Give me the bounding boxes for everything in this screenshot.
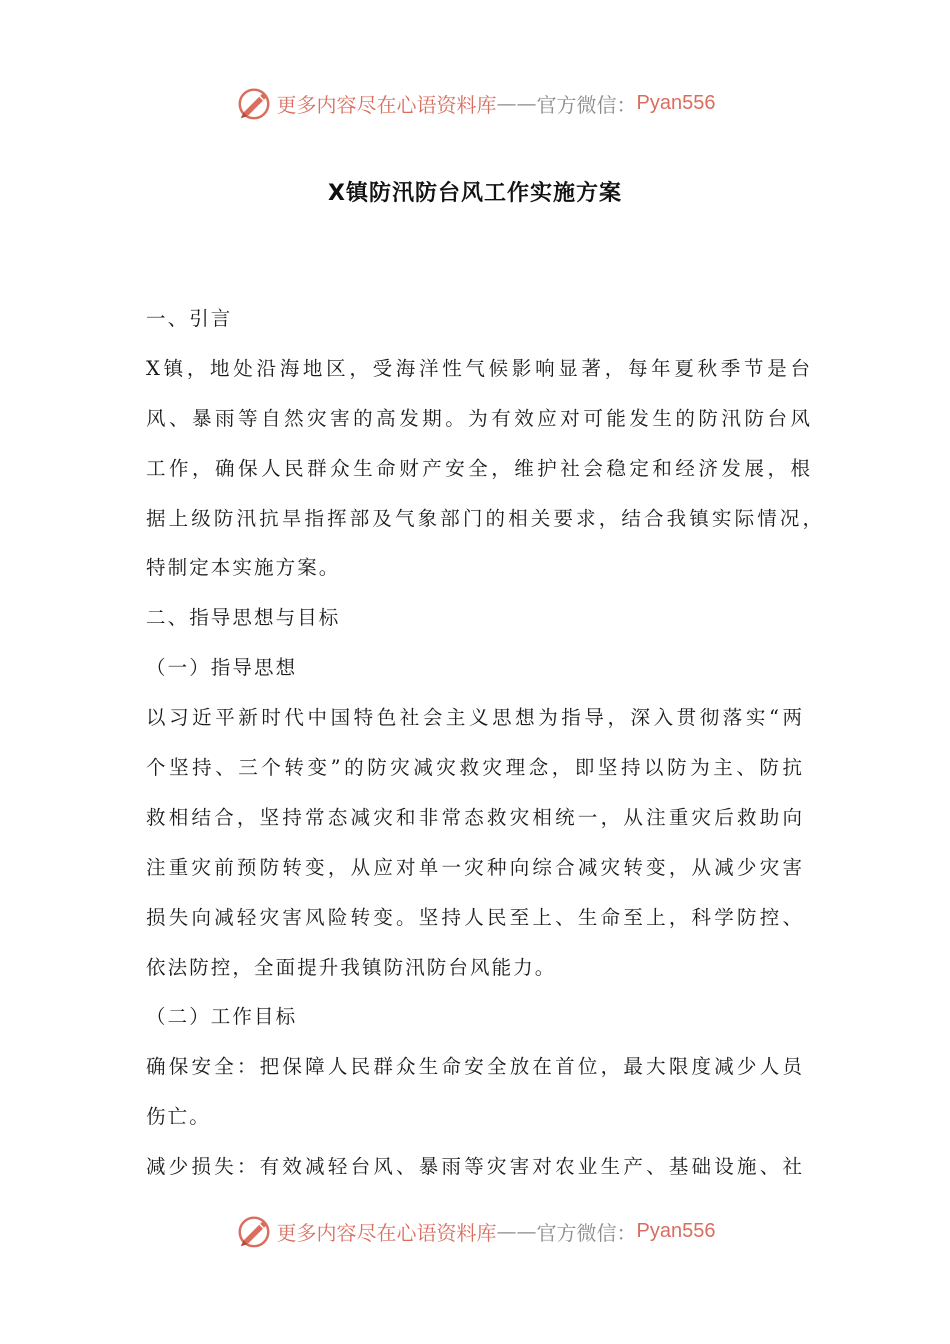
document-title: X镇防汛防台风工作实施方案 xyxy=(328,181,622,206)
banner-wechat-label: 官方微信： xyxy=(536,1220,637,1245)
document-body xyxy=(146,294,822,1192)
paragraph-line: 工作，确保人民群众生命财产安全，维护社会稳定和经济发展，根 xyxy=(146,456,810,480)
paragraph-line: 伤亡。 xyxy=(146,1105,211,1129)
footer-banner xyxy=(0,1209,950,1253)
section-heading: 二、指导思想与目标 xyxy=(146,606,341,630)
paragraph-line: 救相结合，坚持常态减灾和非常态救灾相统一，从注重灾后救助向 xyxy=(146,805,802,829)
paragraph-line: 以习近平新时代中国特色社会主义思想为指导，深入贯彻落实“两 xyxy=(146,706,802,730)
banner-separator: —— xyxy=(496,91,537,115)
paragraph-line: 依法防控，全面提升我镇防汛防台风能力。 xyxy=(146,955,557,979)
paragraph-line: X镇，地处沿海地区，受海洋性气候影响显著，每年夏秋季节是台 xyxy=(146,356,810,380)
paragraph-line: 风、暴雨等自然灾害的高发期。为有效应对可能发生的防汛防台风 xyxy=(146,406,810,430)
banner-wechat-id: Pyan556 xyxy=(636,91,716,114)
banner-text: 更多内容尽在心语资料库 xyxy=(276,92,497,117)
banner-separator: —— xyxy=(496,1219,537,1243)
banner-wechat-label: 官方微信： xyxy=(536,92,637,117)
paragraph-line: 减少损失：有效减轻台风、暴雨等灾害对农业生产、基础设施、社 xyxy=(146,1155,802,1179)
header-banner xyxy=(0,81,950,125)
paragraph-line: 特制定本实施方案。 xyxy=(146,556,341,580)
paragraph-line: 个坚持、三个转变”的防灾减灾救灾理念，即坚持以防为主、防抗 xyxy=(146,756,802,780)
paragraph-line: 注重灾前预防转变，从应对单一灾种向综合减灾转变，从减少灾害 xyxy=(146,855,802,879)
pen-logo-icon xyxy=(235,1212,273,1250)
paragraph-line: 损失向减轻灾害风险转变。坚持人民至上、生命至上，科学防控、 xyxy=(146,905,802,929)
paragraph-line: 确保安全：把保障人民群众生命安全放在首位，最大限度减少人员 xyxy=(146,1055,802,1079)
paragraph-line: 据上级防汛抗旱指挥部及气象部门的相关要求，结合我镇实际情况， xyxy=(146,506,822,530)
pen-logo-icon xyxy=(235,84,273,122)
banner-text: 更多内容尽在心语资料库 xyxy=(276,1220,497,1245)
subsection-heading: （二）工作目标 xyxy=(146,1005,298,1029)
subsection-heading: （一）指导思想 xyxy=(146,656,298,680)
banner-wechat-id: Pyan556 xyxy=(636,1219,716,1242)
section-heading: 一、引言 xyxy=(146,307,233,330)
